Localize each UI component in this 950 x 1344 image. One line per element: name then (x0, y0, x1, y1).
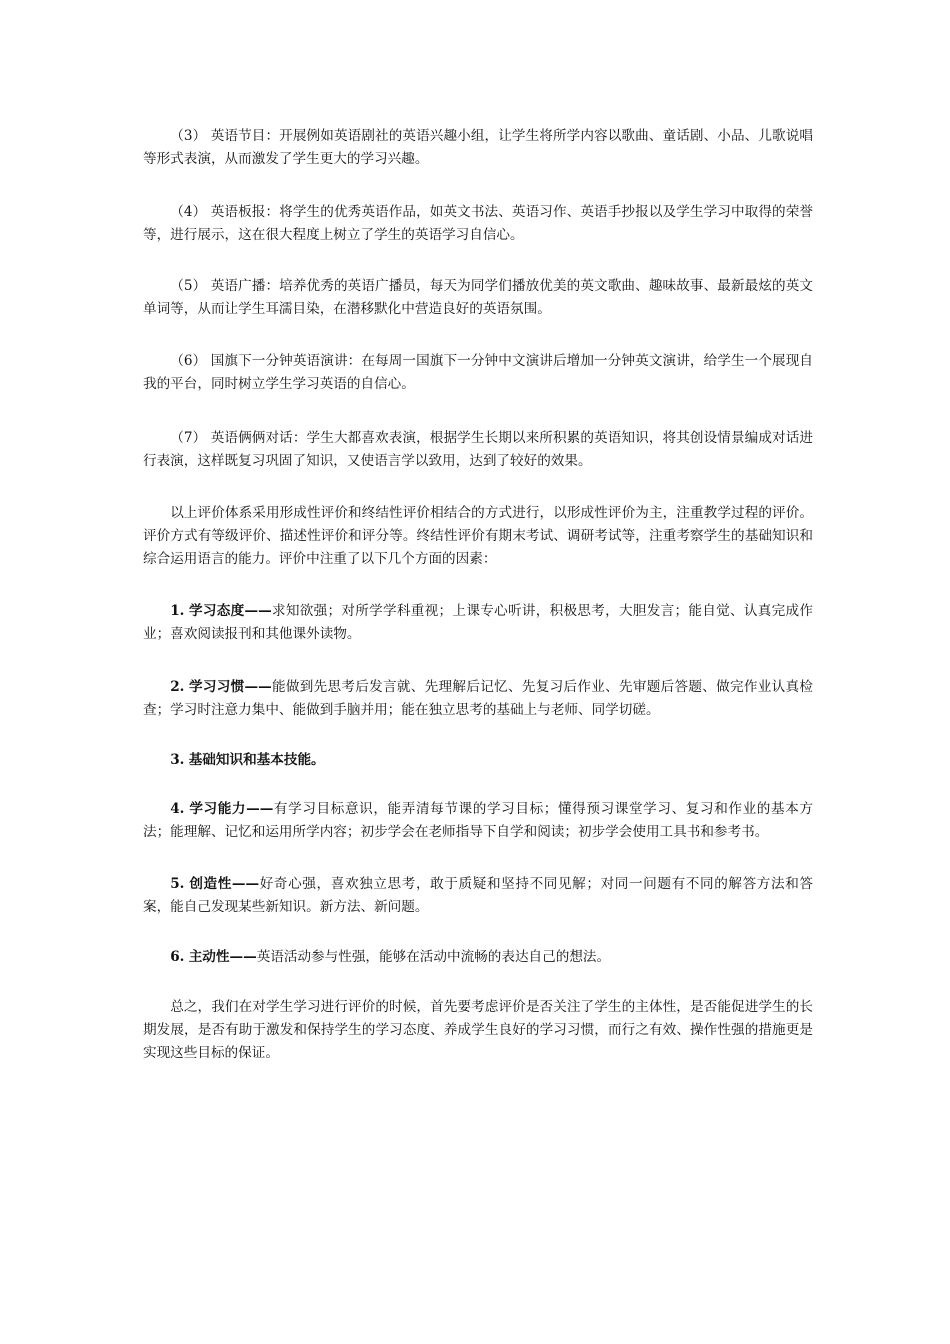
item-number: 6. (170, 949, 185, 965)
list-item-basic-knowledge (143, 749, 813, 772)
list-item-initiative (143, 946, 813, 969)
item-number: 4. (170, 801, 185, 817)
list-item-learning-habits (143, 676, 813, 722)
item-text: 好奇心强，喜欢独立思考，敢于质疑和坚持不同见解；对同一问题有不同的解答方法和答案，能自己发现某些新知识。新方法、新问题。 (143, 876, 814, 915)
item-text: 有学习目标意识，能弄清每节课的学习目标；懂得预习课堂学习、复习和作业的基本方法；能理解、记忆和运用所学内容；初步学会在老师指导下自学和阅读；初步学会使用工具书和参考书。 (143, 801, 814, 840)
paragraph-english-program: （3） 英语节目：开展例如英语剧社的英语兴趣小组，让学生将所学内容以歌曲、童话剧、小品、儿歌说唱等形式表演，从而激发了学生更大的学习兴趣。 (143, 128, 813, 167)
item-title: 创造性—— (189, 876, 260, 892)
list-item-learning-ability (143, 798, 813, 844)
item-text: 能做到先思考后发言就、先理解后记忆、先复习后作业、先审题后答题、做完作业认真检查；学习时注意力集中、能做到手脑并用；能在独立思考的基础上与老师、同学切磋。 (143, 679, 814, 718)
item-number: 5. (170, 876, 185, 892)
item-title: 主动性—— (188, 949, 257, 965)
paragraph-conclusion: 总之，我们在对学生学习进行评价的时候，首先要考虑评价是否关注了学生的主体性，是否能促进学生的长期发展，是否有助于激发和保持学生的学习态度、养成学生良好的学习习惯，而行之有效、操作性强的措施更是实现这些目标的保证。 (143, 999, 813, 1061)
item-text: 英语活动参与性强，能够在活动中流畅的表达自己的想法。 (256, 949, 611, 965)
item-title: 学习态度—— (189, 603, 272, 619)
item-text: 求知欲强；对所学学科重视；上课专心听讲，积极思考，大胆发言；能自觉、认真完成作业；喜欢阅读报刊和其他课外读物。 (143, 603, 814, 642)
list-item-learning-attitude (143, 600, 813, 646)
item-title: 学习习惯—— (189, 679, 272, 695)
paragraph-evaluation-system: 以上评价体系采用形成性评价和终结性评价相结合的方式进行，以形成性评价为主，注重教学过程的评价。评价方式有等级评价、描述性评价和评分等。终结性评价有期末考试、调研考试等，注重考察学生的基础知识和综合运用语言的能力。评价中注重了以下几个方面的因素： (143, 505, 813, 567)
item-title: 学习能力—— (189, 801, 274, 817)
paragraph-pair-dialogue: （7） 英语俩俩对话：学生大都喜欢表演，根据学生长期以来所积累的英语知识，将其创设情景编成对话进行表演，这样既复习巩固了知识，又使语言学以致用，达到了较好的效果。 (143, 430, 813, 469)
paragraph-english-broadcast: （5） 英语广播：培养优秀的英语广播员，每天为同学们播放优美的英文歌曲、趣味故事、最新最炫的英文单词等，从而让学生耳濡目染，在潜移默化中营造良好的英语氛围。 (143, 278, 813, 317)
paragraph-flag-speech: （6） 国旗下一分钟英语演讲：在每周一国旗下一分钟中文演讲后增加一分钟英文演讲，给学生一个展现自我的平台，同时树立学生学习英语的自信心。 (143, 353, 813, 392)
item-number: 1. (170, 603, 185, 619)
item-number: 2. (170, 679, 185, 695)
item-title: 基础知识和基本技能。 (188, 752, 325, 768)
paragraph-english-board: （4） 英语板报：将学生的优秀英语作品，如英文书法、英语习作、英语手抄报以及学生学习中取得的荣誉等，进行展示，这在很大程度上树立了学生的英语学习自信心。 (143, 204, 813, 243)
item-number: 3. (170, 752, 185, 768)
list-item-creativity (143, 873, 813, 919)
